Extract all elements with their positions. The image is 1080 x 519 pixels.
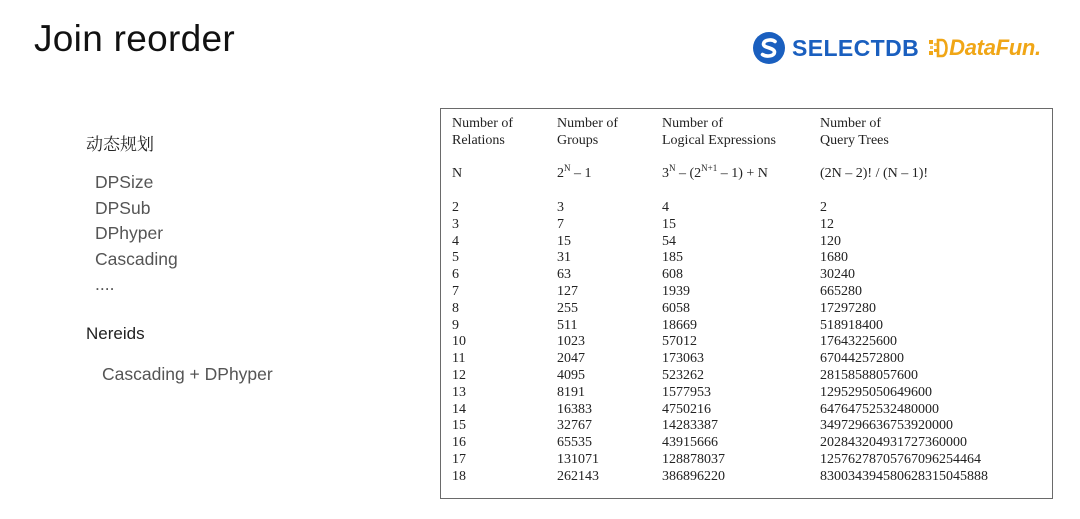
header-logical-expressions: Number of Logical Expressions — [662, 116, 776, 148]
table-cell: 43915666 — [662, 435, 718, 451]
table-cell: 16383 — [557, 401, 592, 417]
table-cell: 665280 — [820, 283, 862, 299]
table-cell: 1680 — [820, 250, 848, 266]
table-cell: 8191 — [557, 384, 585, 400]
header-relations: Number of Relations — [452, 116, 514, 148]
table-row — [441, 267, 1052, 284]
datafun-logo — [927, 35, 1041, 61]
algorithm-list — [95, 170, 178, 298]
table-cell: 13 — [452, 384, 466, 400]
list-item: DPSub — [95, 197, 151, 218]
table-cell: 57012 — [662, 334, 697, 350]
table-cell: 8 — [452, 300, 459, 316]
table-cell: 523262 — [662, 367, 704, 383]
selectdb-logo-text: SELECTDB — [792, 34, 920, 61]
table-cell: 28158588057600 — [820, 367, 918, 383]
table-cell: 12 — [820, 216, 834, 232]
table-cell: 15 — [452, 418, 466, 434]
table-row — [441, 200, 1052, 217]
table-row — [441, 351, 1052, 368]
table-cell: 14283387 — [662, 418, 718, 434]
table-cell: 518918400 — [820, 317, 883, 333]
table-cell: 6 — [452, 267, 459, 283]
table-cell: 15 — [662, 216, 676, 232]
header-groups: Number of Groups — [557, 116, 619, 148]
header-query-trees: Number of Query Trees — [820, 116, 889, 148]
table-cell: 63 — [557, 267, 571, 283]
dynamic-programming-heading: 动态规划 — [86, 135, 154, 154]
table-cell: 30240 — [820, 267, 855, 283]
table-cell: 830034394580628315045888 — [820, 468, 988, 484]
table-cell: 1939 — [662, 283, 690, 299]
list-item: Cascading — [95, 248, 178, 269]
table-cell: 65535 — [557, 435, 592, 451]
formula-groups: $2^N - 1$ — [557, 163, 592, 181]
table-row — [441, 469, 1052, 486]
list-item: .... — [95, 274, 115, 294]
list-item: DPhyper — [95, 223, 164, 243]
table-row — [441, 368, 1052, 385]
table-cell: 4 — [452, 233, 459, 249]
table-cell: 185 — [662, 250, 683, 266]
nereids-heading: Nereids — [86, 324, 145, 343]
table-cell: 14 — [452, 401, 466, 417]
table-row — [441, 435, 1052, 452]
table-cell: 7 — [452, 283, 459, 299]
table-cell: 1577953 — [662, 384, 711, 400]
table-cell: 10 — [452, 334, 466, 350]
table-cell: 12576278705767096254464 — [820, 451, 981, 467]
table-row — [441, 418, 1052, 435]
table-cell: 608 — [662, 267, 683, 283]
table-cell: 202843204931727360000 — [820, 435, 967, 451]
list-item: DPSize — [95, 172, 154, 192]
table-cell: 18669 — [662, 317, 697, 333]
datafun-logo-icon — [927, 37, 949, 59]
table-cell: 4750216 — [662, 401, 711, 417]
table-row — [441, 217, 1052, 234]
table-row — [441, 234, 1052, 251]
table-cell: 17297280 — [820, 300, 876, 316]
table-cell: 3 — [452, 216, 459, 232]
table-row — [441, 385, 1052, 402]
table-cell: 120 — [820, 233, 841, 249]
slide-title: Join reorder — [34, 18, 236, 59]
nereids-strategy: Cascading + DPhyper — [102, 364, 273, 384]
selectdb-logo-icon — [752, 31, 786, 65]
table-cell: 9 — [452, 317, 459, 333]
table-cell: 64764752532480000 — [820, 401, 939, 417]
table-cell: 17 — [452, 451, 466, 467]
table-row — [441, 318, 1052, 335]
table-row — [441, 402, 1052, 419]
formula-logical-expressions: $3^N - (2^{N+1} - 1) + N$ — [662, 163, 768, 181]
table-cell: 3 — [557, 200, 564, 215]
table-cell: 2 — [820, 200, 827, 215]
table-cell: 1023 — [557, 334, 585, 350]
table-cell: 4095 — [557, 367, 585, 383]
table-cell: 2047 — [557, 351, 585, 367]
formula-query-trees: (2N – 2)! / (N – 1)! — [820, 166, 929, 181]
table-cell: 31 — [557, 250, 571, 266]
table-cell: 18 — [452, 468, 466, 484]
table-cell: 12 — [452, 367, 466, 383]
formula-relations: N — [452, 166, 463, 181]
table-row — [441, 301, 1052, 318]
table-cell: 670442572800 — [820, 351, 904, 367]
table-cell: 255 — [557, 300, 578, 316]
table-cell: 131071 — [557, 451, 599, 467]
table-cell: 1295295050649600 — [820, 384, 932, 400]
table-cell: 11 — [452, 351, 466, 367]
table-row — [441, 334, 1052, 351]
table-cell: 4 — [662, 200, 669, 215]
table-cell: 262143 — [557, 468, 599, 484]
table-cell: 16 — [452, 435, 466, 451]
table-body — [441, 200, 1052, 486]
table-cell: 5 — [452, 250, 459, 266]
table-cell: 17643225600 — [820, 334, 897, 350]
table-cell: 6058 — [662, 300, 690, 316]
logo-group — [752, 26, 1072, 70]
table-cell: 32767 — [557, 418, 592, 434]
table-cell: 173063 — [662, 351, 704, 367]
table-cell: 128878037 — [662, 451, 725, 467]
table-cell: 2 — [452, 200, 459, 215]
table-cell: 15 — [557, 233, 571, 249]
table-cell: 7 — [557, 216, 564, 232]
table-cell: 386896220 — [662, 468, 725, 484]
table-cell: 127 — [557, 283, 578, 299]
table-cell: 511 — [557, 317, 578, 333]
datafun-logo-text: DataFun. — [949, 35, 1041, 60]
table-cell: 54 — [662, 233, 676, 249]
table-row — [441, 284, 1052, 301]
table-cell: 3497296636753920000 — [820, 418, 953, 434]
table-row — [441, 250, 1052, 267]
complexity-table — [440, 108, 1053, 499]
table-row — [441, 452, 1052, 469]
